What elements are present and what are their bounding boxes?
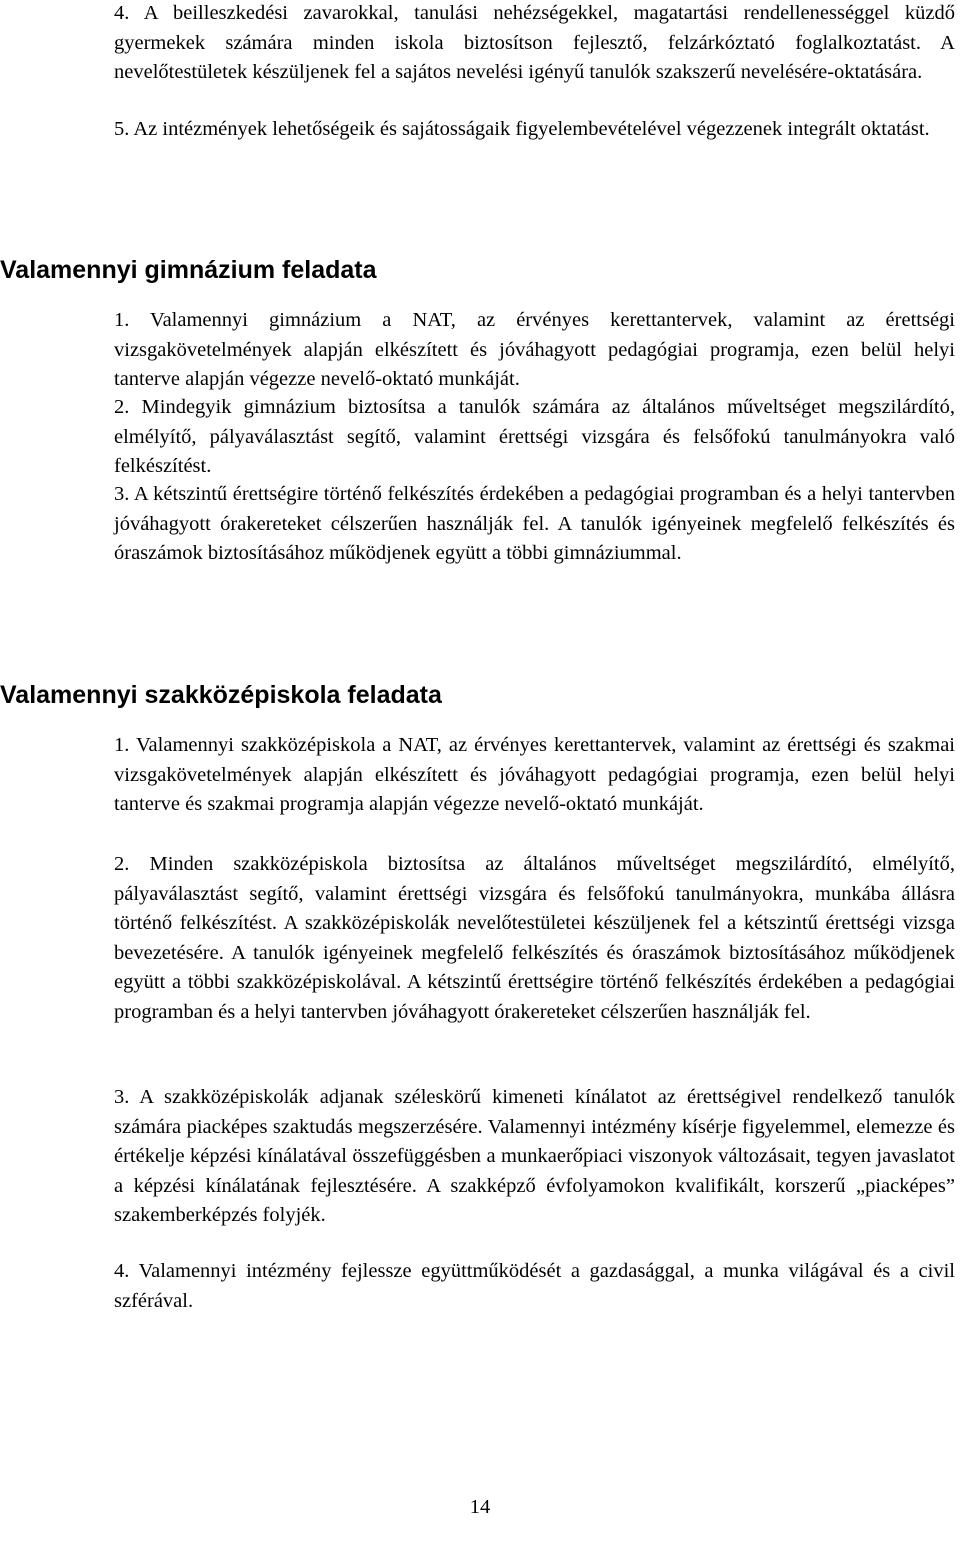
intro-item-5: 5. Az intézmények lehetőségeik és sajátosságaik figyelembevételével végezzenek integrált oktatást.	[114, 118, 930, 140]
section-heading-szakkozepiskola: Valamennyi szakközépiskola feladata	[0, 681, 442, 709]
gimnazium-item-3: 3. A kétszintű érettségire történő felkészítés érdekében a pedagógiai programban és a helyi tantervben jóváhagyott órakereteket célszerűen használják fel. A tanulók igényeinek megfelelő felkészítés és óraszámok biztosításához működjenek együtt a többi gimnáziummal.	[114, 483, 955, 564]
intro-item-4: 4. A beilleszkedési zavarokkal, tanulási nehézségekkel, magatartási rendellenességgel küzdő gyermekek számára minden iskola biztosítson fejlesztő, felzárkóztató foglalkoztatást. A nevelőtestületek készüljenek fel a sajátos nevelési igényű tanulók szakszerű nevelésére-oktatására.	[114, 2, 955, 83]
section-heading-gimnazium: Valamennyi gimnázium feladata	[0, 256, 377, 284]
szakkozepiskola-item-4: 4. Valamennyi intézmény fejlessze együttműködését a gazdasággal, a munka világával és a civil szférával.	[114, 1260, 955, 1312]
gimnazium-item-1: 1. Valamennyi gimnázium a NAT, az érvényes kerettantervek, valamint az érettségi vizsgakövetelmények alapján elkészített és jóváhagyott pedagógiai programja, ezen belül helyi tanterve alapján végezze nevelő-oktató munkáját.	[114, 309, 955, 390]
szakkozepiskola-item-1: 1. Valamennyi szakközépiskola a NAT, az érvényes kerettantervek, valamint az érettségi és szakmai vizsgakövetelmények alapján elkészített és jóváhagyott pedagógiai programja, ezen belül helyi tanterve és szakmai programja alapján végezze nevelő-oktató munkáját.	[114, 734, 955, 815]
page-number: 14	[469, 1496, 491, 1518]
gimnazium-item-2: 2. Mindegyik gimnázium biztosítsa a tanulók számára az általános műveltséget megszilárdító, elmélyítő, pályaválasztást segítő, valamint érettségi vizsgára és felsőfokú tanulmányokra való felkészítést.	[114, 396, 955, 477]
szakkozepiskola-item-3: 3. A szakközépiskolák adjanak széleskörű kimeneti kínálatot az érettségivel rendelkező tanulók számára piacképes szaktudás megszerzésére. Valamennyi intézmény kísérje figyelemmel, elemezze és értékelje képzési kínálatával összefüggésben a munkaerőpiaci viszonyok változásait, tegyen javaslatot a képzési kínálatának fejlesztésére. A szakképző évfolyamokon kvalifikált, korszerű „piacképes” szakemberképzés folyjék.	[114, 1086, 955, 1226]
szakkozepiskola-item-2: 2. Minden szakközépiskola biztosítsa az általános műveltséget megszilárdító, elmélyítő, pályaválasztást segítő, valamint érettségi vizsgára és felsőfokú tanulmányokra, munkába állásra történő felkészítést. A szakközépiskolák nevelőtestületei készüljenek fel a kétszintű érettségi vizsga bevezetésére. A tanulók igényeinek megfelelő felkészítés és óraszámok biztosításához működjenek együtt a többi szakközépiskolával. A kétszintű érettségire történő felkészítés érdekében a pedagógiai programban és a helyi tantervben jóváhagyott órakereteket célszerűen használják fel.	[114, 853, 955, 1023]
